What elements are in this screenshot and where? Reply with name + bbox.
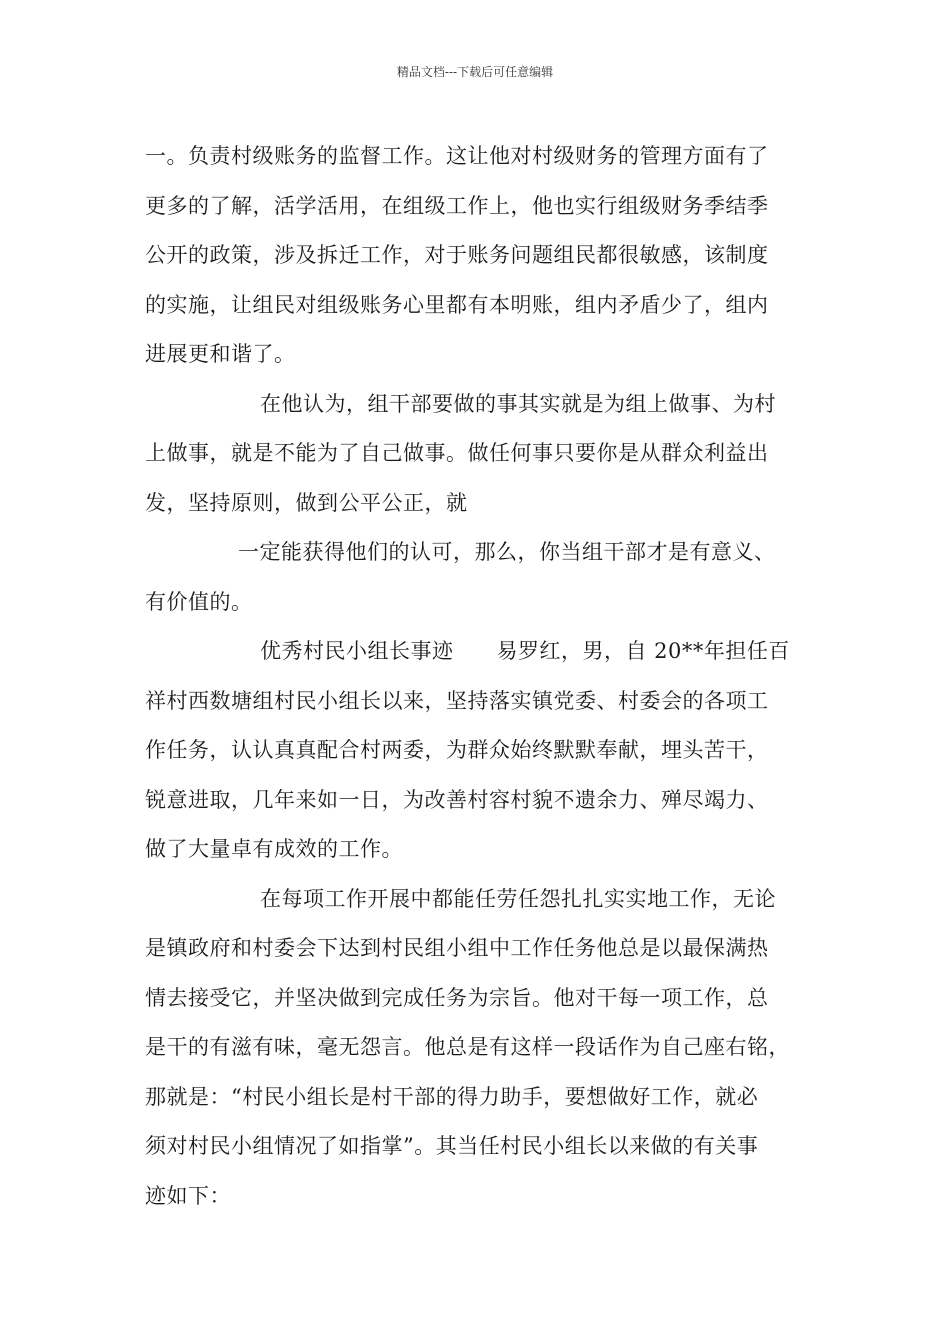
text-line: 更多的了解，活学活用，在组级工作上，他也实行组级财务季结季 <box>145 193 769 218</box>
text-line: 的实施，让组民对组级账务心里都有本明账，组内矛盾少了，组内 <box>145 292 769 317</box>
text-line: 须对村民小组情况了如指掌”。其当任村民小组长以来做的有关事 <box>145 1134 759 1158</box>
text-line: 是干的有滋有味，毫无怨言。他总是有这样一段话作为自己座右铭， <box>145 1035 790 1059</box>
document-body <box>145 132 815 1221</box>
paragraph-4 <box>145 627 815 875</box>
text-line: 优秀村民小组长事迹 易罗红，男，自 20**年担任百 <box>260 639 790 663</box>
text-line: 有价值的。 <box>145 589 253 614</box>
text-line: 锐意进取，几年来如一日，为改善村容村貌不遗余力、殚尽竭力、 <box>145 787 769 812</box>
paragraph-3 <box>145 528 815 627</box>
text-line: 情去接受它，并坚决做到完成任务为宗旨。他对干每一项工作，总 <box>145 985 769 1010</box>
text-line: 那就是：“村民小组长是村干部的得力助手，要想做好工作，就必 <box>145 1084 759 1109</box>
text-line: 一定能获得他们的认可，那么，你当组干部才是有意义、 <box>238 540 776 564</box>
text-line: 作任务，认认真真配合村两委，为群众始终默默奉献，埋头苦干， <box>145 738 769 762</box>
paragraph-1 <box>145 132 815 380</box>
paragraph-5 <box>145 875 815 1222</box>
page-header: 精品文档---下载后可任意编辑 <box>396 65 554 79</box>
text-line: 在他认为，组干部要做的事其实就是为组上做事、为村 <box>260 391 776 416</box>
text-line: 发，坚持原则，做到公平公正，就 <box>145 490 468 515</box>
text-line: 一。负责村级账务的监督工作。这让他对村级财务的管理方面有了 <box>145 144 769 168</box>
text-line: 上做事，就是不能为了自己做事。做任何事只要你是从群众利益出 <box>145 441 769 465</box>
text-line: 迹如下： <box>145 1183 231 1208</box>
text-line: 是镇政府和村委会下达到村民组小组中工作任务他总是以最保满热 <box>145 936 769 960</box>
paragraph-2 <box>145 380 815 529</box>
text-line: 在每项工作开展中都能任劳任怨扎扎实实地工作，无论 <box>260 886 776 911</box>
text-line: 祥村西数塘组村民小组长以来，坚持落实镇党委、村委会的各项工 <box>145 688 769 713</box>
text-line: 做了大量卓有成效的工作。 <box>145 837 403 861</box>
text-line: 公开的政策，涉及拆迁工作，对于账务问题组民都很敏感，该制度 <box>145 243 769 267</box>
text-line: 进展更和谐了。 <box>145 342 296 366</box>
